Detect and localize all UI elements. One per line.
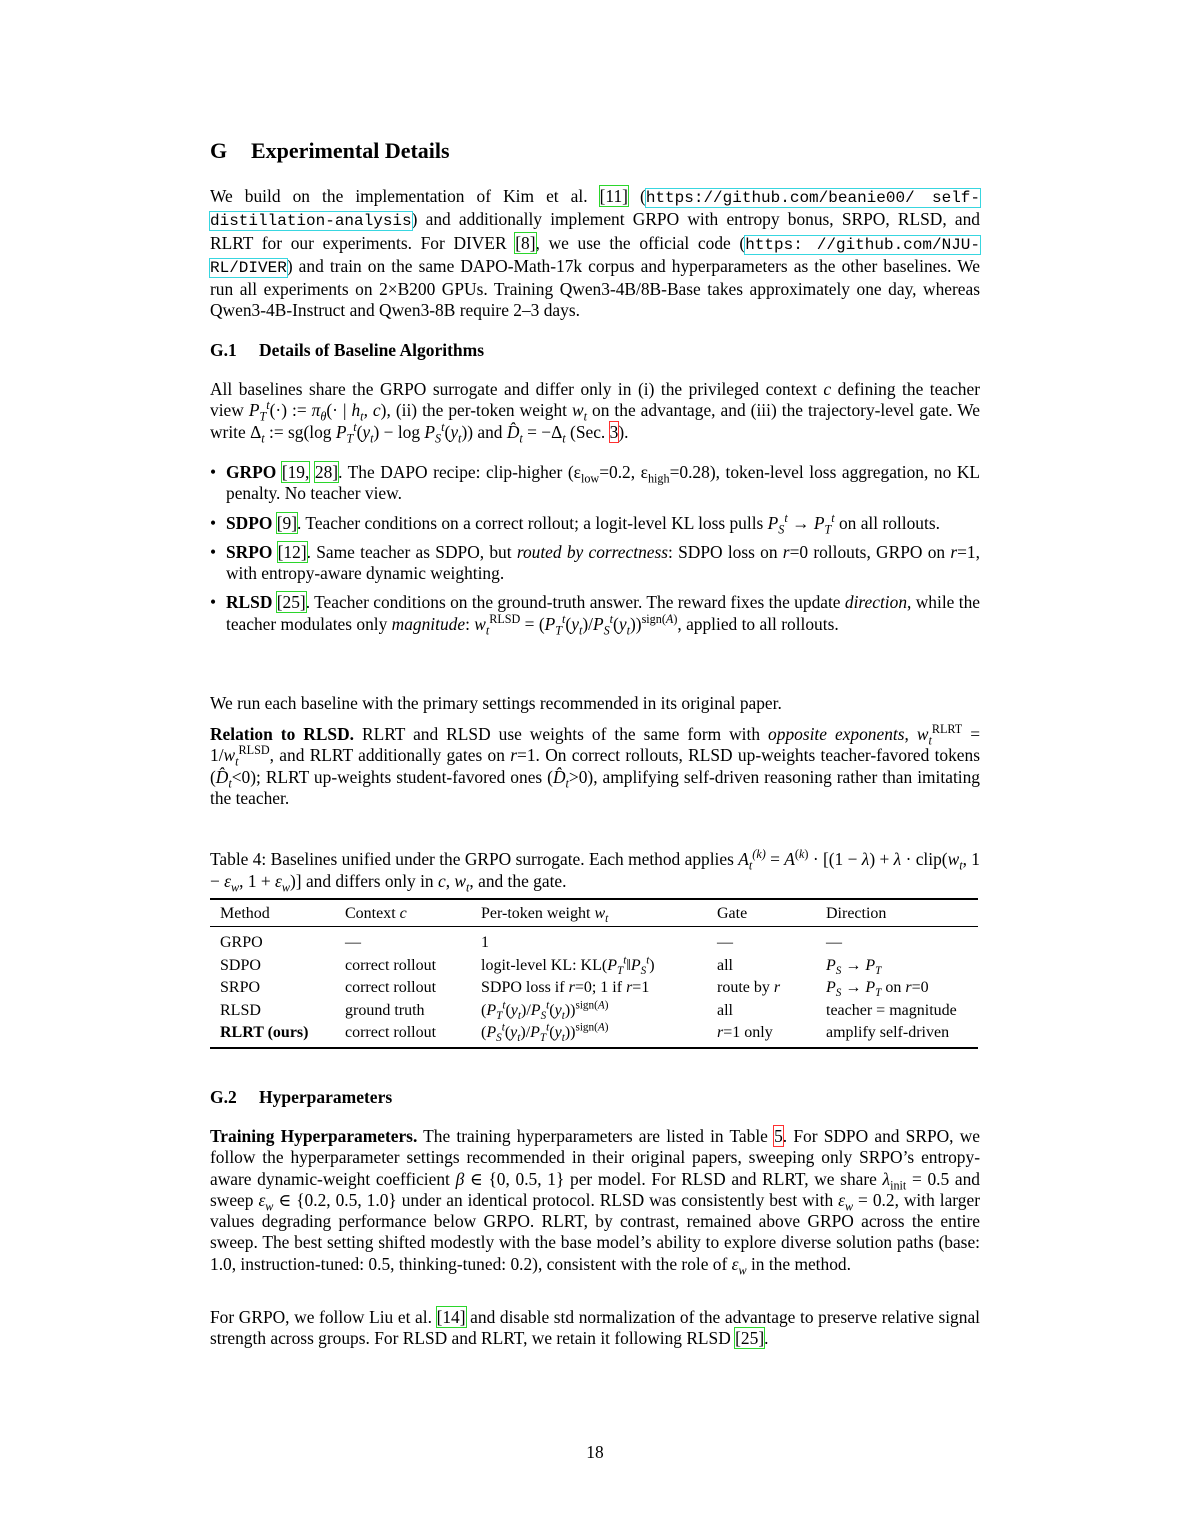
list-item: • SDPO [9]. Teacher conditions on a correct rollout; a logit-level KL loss pulls $P_S^t \to P_T^t$ on all rollouts. [210, 513, 980, 534]
citation-link[interactable]: [25] [276, 592, 306, 613]
table-header-row: Method Context c Per-token weight $w_t$ Gate Direction [210, 899, 978, 927]
table-row: SDPO correct rollout logit-level KL: $KL(P_T^t‖P_S^t)$ all $P_S \to P_T$ [220, 954, 882, 977]
intro-paragraph: We build on the implementation of Kim et al. [11] (https://github.com/beanie00/ self-distillation-analysis) and additionally implement GRPO with entropy bonus, SRPO, RLSD, and RLRT for our experiments. For DIVER [8], we use the official code (https: //github.com/NJU-RL/DIVER) and train on the same DAPO-Math-17k corpus and hyperparameters as the other baselines. We run all experiments on 2×B200 GPUs. Training Qwen3-4B/8B-Base takes approximately one day, whereas Qwen3-4B-Instruct and Qwen3-8B require 2–3 days. [210, 186, 980, 321]
citation-link[interactable]: [11] [599, 186, 628, 206]
normalization-paragraph: For GRPO, we follow Liu et al. [14] and disable std normalization of the advantage to preserve relative signal strength across groups. For RLSD and RLRT, we retain it following RLSD [25]. [210, 1307, 980, 1349]
subsection-heading-g1: G.1 Details of Baseline Algorithms [210, 340, 485, 360]
citation-link[interactable]: [8] [515, 232, 536, 253]
relation-paragraph: Relation to RLSD. RLRT and RLSD use weights of the same form with opposite exponents, $w_t^{RLRT} = 1/w_t^{RLSD}$, and RLRT additionally gates on r=1. On correct rollouts, RLSD up-weights teacher-favored tokens $(D̂_t<0)$; RLRT up-weights student-favored ones $(D̂_t>0)$, amplifying self-driven reasoning rather than imitating the teacher. [210, 722, 981, 808]
citation-link[interactable]: 28] [314, 462, 339, 482]
table-row: GRPO — 1 — — [220, 934, 842, 951]
list-item: • GRPO [19, 28]. The DAPO recipe: clip-higher ($\varepsilon_{low}=0.2$, $\varepsilon_{high}=0.28$), token-level loss aggregation, no KL penalty. No teacher view. [210, 462, 980, 505]
list-item: • SRPO [12]. Same teacher as SDPO, but routed by correctness: SDPO loss on r=0 rollouts, GRPO on r=1, with entropy-aware dynamic weighting. [210, 542, 980, 585]
g1-paragraph: All baselines share the GRPO surrogate and differ only in (i) the privileged context c defining the teacher view $P_T^t(\cdot)$ := $\pi_\theta(\cdot$ | $h_t$, c), (ii) the per-token weight $w_t$ on the advantage, and (iii) the trajectory-level gate. We write $\Delta_t$ := sg(log $P_T^t(y_t) - \log P_S^t(y_t)$) and $D̂_t = -\Delta_t$ (Sec. 3). [210, 379, 981, 446]
baselines-table [210, 898, 978, 1049]
table-row: RLRT (ours) correct rollout $(P_S^t(y_t)/P_T^t(y_t))^{sign(A)}$ r=1 only amplify self-driven [210, 1022, 978, 1048]
url-link[interactable]: https: //github.com/NJU-RL/DIVER [210, 235, 980, 277]
table-caption: Table 4: Baselines unified under the GRPO surrogate. Each method applies $A_t^{(k)} = A^{(k)} \cdot [(1 - \lambda) + \lambda$ · $clip(w_t$, $1 - \varepsilon_w$, $1 + \varepsilon_w$)] and differs only in c, $w_t$, and the gate. [210, 847, 980, 895]
citation-link[interactable]: [14] [436, 1307, 466, 1327]
section-title: Experimental Details [251, 138, 450, 163]
section-ref-link[interactable]: 3 [609, 421, 619, 442]
citation-link[interactable]: [12] [277, 541, 307, 562]
table-row: RLSD ground truth $(P_T^t(y_t)/P_S^t(y_t))^{sign(A)}$ all teacher = magnitude [220, 999, 957, 1022]
subsection-heading-g2: G.2 Hyperparameters [210, 1087, 393, 1107]
section-heading [210, 138, 450, 164]
list-item: • RLSD [25]. Teacher conditions on the ground-truth answer. The reward fixes the update direction, while the teacher modulates only magnitude: $w_t^{RLSD} = (P_T^t(y_t)/P_S^t(y_t))^{sign(A)}$, applied to all rollouts. [210, 592, 980, 635]
hyperparameters-paragraph: Training Hyperparameters. The training hyperparameters are listed in Table 5. For SDPO and SRPO, we follow the hyperparameter settings recommended in their original papers, sweeping only SRPO’s entropy-aware dynamic-weight coefficient β ∈ {0, 0.5, 1} per model. For RLSD and RLRT, we share $\lambda_{init} = 0.5$ and sweep $\varepsilon_w$ ∈ {0.2, 0.5, 1.0} under an identical protocol. RLSD was consistently best with $\varepsilon_w = 0.2$, with larger values degrading performance below GRPO. RLRT, by contrast, remained above GRPO across the entire sweep. The best setting shifted modestly with the base model’s ability to explore diverse solution paths (base: 1.0, instruction-tuned: 0.5, thinking-tuned: 0.2), consistent with the role of $\varepsilon_w$ in the method. [210, 1126, 981, 1278]
section-number: G [210, 138, 228, 163]
g1-note: We run each baseline with the primary settings recommended in its original paper. [210, 693, 782, 713]
table-row: SRPO correct rollout SDPO loss if r=0; 1 if r=1 route by r $P_S \to P_T$ on r=0 [220, 979, 929, 1000]
citation-link[interactable]: [25] [735, 1328, 765, 1349]
page-number: 18 [586, 1442, 604, 1462]
citation-link[interactable]: [9] [276, 512, 298, 533]
baseline-list [210, 462, 980, 643]
citation-link[interactable]: [19, [281, 462, 310, 482]
table-ref-link[interactable]: 5 [774, 1126, 783, 1146]
url-link[interactable]: https://github.com/beanie00/ self-distillation-analysis [210, 189, 980, 231]
